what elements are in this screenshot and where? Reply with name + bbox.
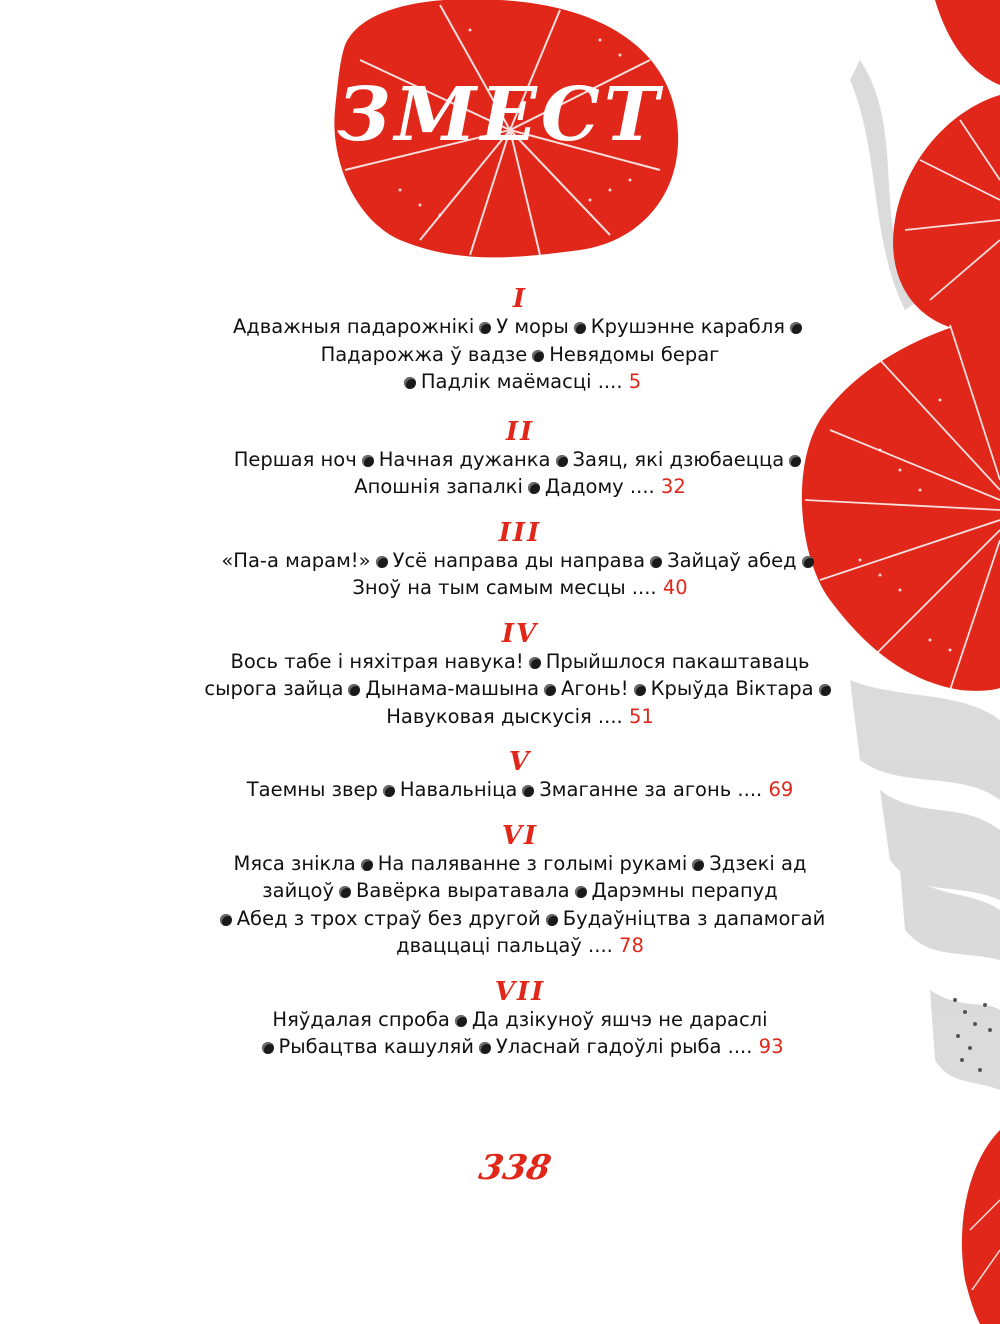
section-numeral: III <box>498 517 542 548</box>
toc-line <box>150 776 890 804</box>
black-dot-icon <box>789 455 801 467</box>
chapter-title: Дадому .... <box>544 475 655 498</box>
chapter-title: Першая ноч <box>233 447 357 471</box>
section-numeral: VII <box>494 976 546 1007</box>
chapter-title: Прыйшлося пакаштаваць <box>545 649 810 673</box>
toc-line <box>150 473 890 501</box>
black-dot-icon <box>479 1042 491 1054</box>
black-dot-icon <box>220 914 232 926</box>
chapter-title: дваццаці пальцаў .... <box>396 934 613 957</box>
black-dot-icon <box>348 684 360 696</box>
chapter-title: Да дзікуноў яшчэ не дараслі <box>471 1007 768 1031</box>
chapter-title: Усё направа ды направа <box>392 548 646 572</box>
chapter-title: зайцоў <box>262 879 335 902</box>
black-dot-icon <box>262 1042 274 1054</box>
toc-section <box>150 822 890 960</box>
chapter-title: Здзекі ад <box>709 851 807 875</box>
black-dot-icon <box>574 322 586 334</box>
page-title: ЗМЕСТ <box>337 72 663 158</box>
black-dot-icon <box>802 556 814 568</box>
black-dot-icon <box>819 684 831 696</box>
black-dot-icon <box>556 455 568 467</box>
chapter-title: Зайцаў абед <box>667 548 797 572</box>
toc-section <box>150 418 890 501</box>
chapter-title: сырога зайца <box>204 677 344 700</box>
toc-line <box>150 932 890 960</box>
toc-line <box>150 1033 890 1061</box>
toc-line <box>150 313 890 341</box>
black-dot-icon <box>529 657 541 669</box>
black-dot-icon <box>544 684 556 696</box>
chapter-title: Змаганне за агонь .... <box>539 778 763 801</box>
black-dot-icon <box>575 886 587 898</box>
toc-line <box>150 850 890 878</box>
black-dot-icon <box>692 859 704 871</box>
section-numeral: IV <box>501 618 539 649</box>
black-dot-icon <box>479 322 491 334</box>
page-reference: 69 <box>768 778 794 801</box>
toc-line <box>150 905 890 933</box>
chapter-title: Няўдалая спроба <box>272 1007 450 1031</box>
black-dot-icon <box>546 914 558 926</box>
chapter-title: Дарэмны перапуд <box>591 879 778 902</box>
toc-line <box>150 648 890 676</box>
black-dot-icon <box>361 859 373 871</box>
section-numeral: I <box>512 284 528 314</box>
toc-section <box>150 978 890 1061</box>
page-reference: 78 <box>619 934 644 957</box>
chapter-title: Крыўда Віктара <box>650 677 814 700</box>
chapter-title: Дынама-машына <box>365 677 540 700</box>
chapter-title: Вось табе і няхітрая навука! <box>230 649 524 673</box>
chapter-title: Падарожжа ў вадзе <box>320 342 528 366</box>
black-dot-icon <box>532 350 544 362</box>
black-dot-icon <box>790 322 802 334</box>
page-reference: 40 <box>662 576 688 599</box>
page-reference: 93 <box>758 1035 784 1058</box>
section-numeral: VI <box>501 820 539 851</box>
black-dot-icon <box>362 455 374 467</box>
page-number: 338 <box>475 1148 555 1188</box>
chapter-title: Зноў на тым самым месцы .... <box>352 576 657 599</box>
section-numeral: V <box>508 747 532 777</box>
toc-section <box>150 285 890 396</box>
toc-line <box>150 877 890 905</box>
chapter-title: Абед з трох страў без другой <box>236 906 541 930</box>
black-dot-icon <box>634 684 646 696</box>
black-dot-icon <box>528 482 540 494</box>
chapter-title: Рыбацтва кашуляй <box>278 1035 474 1058</box>
toc-section <box>150 519 890 602</box>
toc-line <box>150 547 890 575</box>
page-reference: 51 <box>628 704 654 728</box>
black-dot-icon <box>522 785 534 797</box>
chapter-title: Апошнія запалкі <box>354 475 523 498</box>
table-of-contents <box>150 285 890 1061</box>
toc-line <box>150 675 890 703</box>
black-dot-icon <box>455 1015 467 1027</box>
page-reference: 32 <box>660 475 686 498</box>
chapter-title: Крушэнне карабля <box>590 315 786 338</box>
toc-line <box>150 446 890 474</box>
chapter-title: Таемны звер <box>246 778 378 801</box>
chapter-title: Адважныя падарожнікі <box>232 315 475 338</box>
toc-line <box>150 574 890 602</box>
chapter-title: Падлік маёмасці .... <box>420 370 623 393</box>
toc-line <box>150 368 890 396</box>
black-dot-icon <box>404 377 416 389</box>
section-numeral: II <box>505 416 535 447</box>
leaf-right-upper <box>893 95 1000 332</box>
page-reference: 5 <box>628 370 642 393</box>
chapter-title: Мяса знікла <box>233 851 356 875</box>
chapter-title: Навальніца <box>399 778 518 801</box>
chapter-title: На паляванне з голымі рукамі <box>377 851 688 875</box>
black-dot-icon <box>650 556 662 568</box>
toc-line <box>150 1006 890 1034</box>
chapter-title: «Па-а марам!» <box>221 548 371 572</box>
chapter-title: У моры <box>496 315 569 338</box>
chapter-title: Будаўніцтва з дапамогай <box>562 906 826 930</box>
toc-section <box>150 620 890 731</box>
chapter-title: Агонь! <box>561 677 629 700</box>
black-dot-icon <box>383 785 395 797</box>
toc-section <box>150 748 890 804</box>
title-leaf <box>334 0 678 257</box>
chapter-title: Уласнай гадоўлі рыба .... <box>495 1035 753 1058</box>
chapter-title: Заяц, які дзюбаецца <box>572 447 785 471</box>
chapter-title: Невядомы бераг <box>549 342 720 366</box>
chapter-title: Начная дужанка <box>378 447 551 471</box>
black-dot-icon <box>339 886 351 898</box>
leaf-bottom-right <box>962 1130 1000 1324</box>
black-dot-icon <box>376 556 388 568</box>
toc-line <box>150 341 890 369</box>
toc-line <box>150 703 890 731</box>
chapter-title: Навуковая дыскусія .... <box>386 704 623 728</box>
leaf-top-right <box>935 0 1000 85</box>
chapter-title: Вавёрка выратавала <box>356 879 570 902</box>
